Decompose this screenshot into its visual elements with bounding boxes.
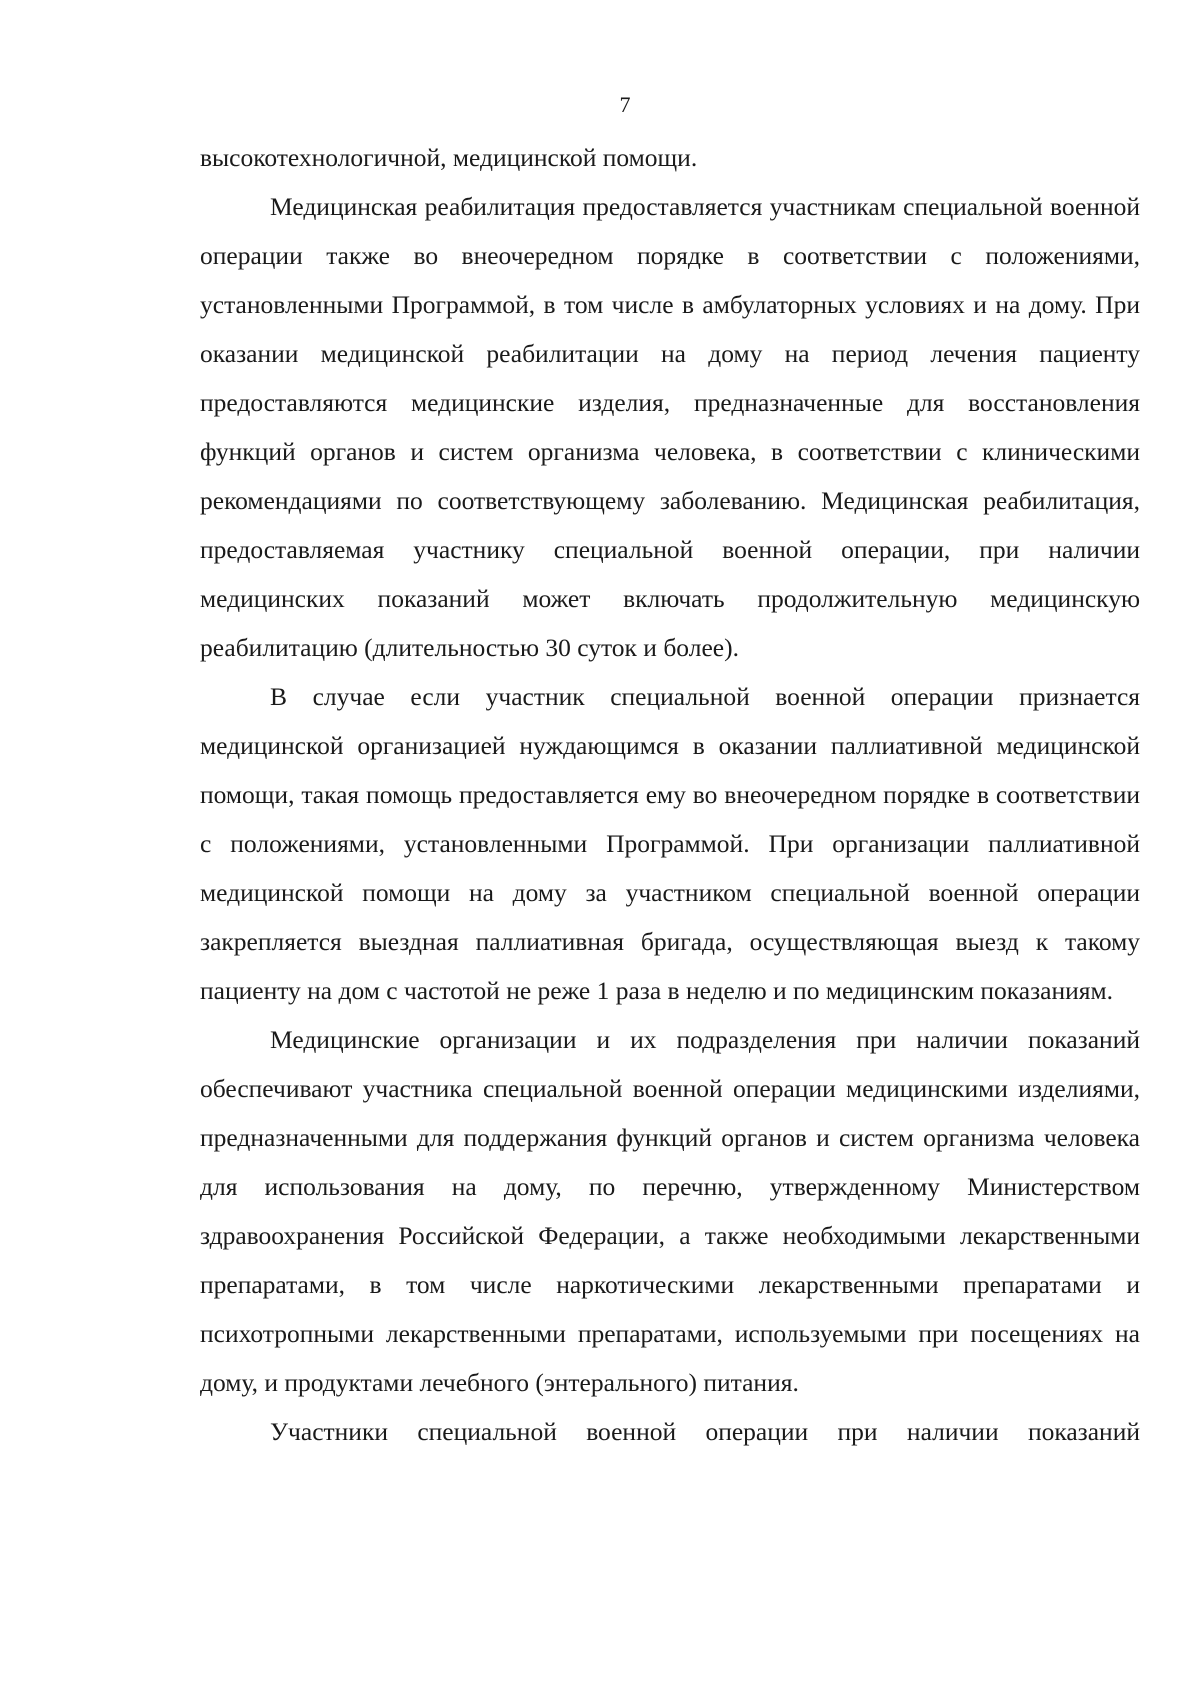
paragraph-medical-devices: Медицинские организации и их подразделения при наличии показаний обеспечивают участника специальной военной операции медицинскими изделиями, предназначенными для поддержания функций органов и систем организма человека для использования на дому, по перечню, утвержденному Министерством здравоохранения Российской Федерации, а также необходимыми лекарственными препаратами, в том числе наркотическими лекарственными препаратами и психотропными лекарственными препаратами, используемыми при посещениях на дому, и продуктами лечебного (энтерального) питания.	[200, 1025, 1140, 1397]
page-number: 7	[619, 92, 631, 117]
paragraph-participants: Участники специальной военной операции при наличии показаний	[270, 1417, 1140, 1446]
paragraph-medical-rehabilitation: Медицинская реабилитация предоставляется участникам специальной военной операции также во внеочередном порядке в соответствии с положениями, установленными Программой, в том числе в амбулаторных условиях и на дому. При оказании медицинской реабилитации на дому на период лечения пациенту предоставляются медицинские изделия, предназначенные для восстановления функций органов и систем организма человека, в соответствии с клиническими рекомендациями по соответствующему заболеванию. Медицинская реабилитация, предоставляемая участнику специальной военной операции, при наличии медицинских показаний может включать продолжительную медицинскую реабилитацию (длительностью 30 суток и более).	[200, 192, 1140, 662]
paragraph-continuation: высокотехнологичной, медицинской помощи.	[200, 143, 698, 172]
document-body	[200, 133, 1140, 1456]
paragraph-palliative-care: В случае если участник специальной военной операции признается медицинской организацией нуждающимся в оказании паллиативной медицинской помощи, такая помощь предоставляется ему во внеочередном порядке в соответствии с положениями, установленными Программой. При организации паллиативной медицинской помощи на дому за участником специальной военной операции закрепляется выездная паллиативная бригада, осуществляющая выезд к такому пациенту на дом с частотой не реже 1 раза в неделю и по медицинским показаниям.	[200, 682, 1140, 1005]
